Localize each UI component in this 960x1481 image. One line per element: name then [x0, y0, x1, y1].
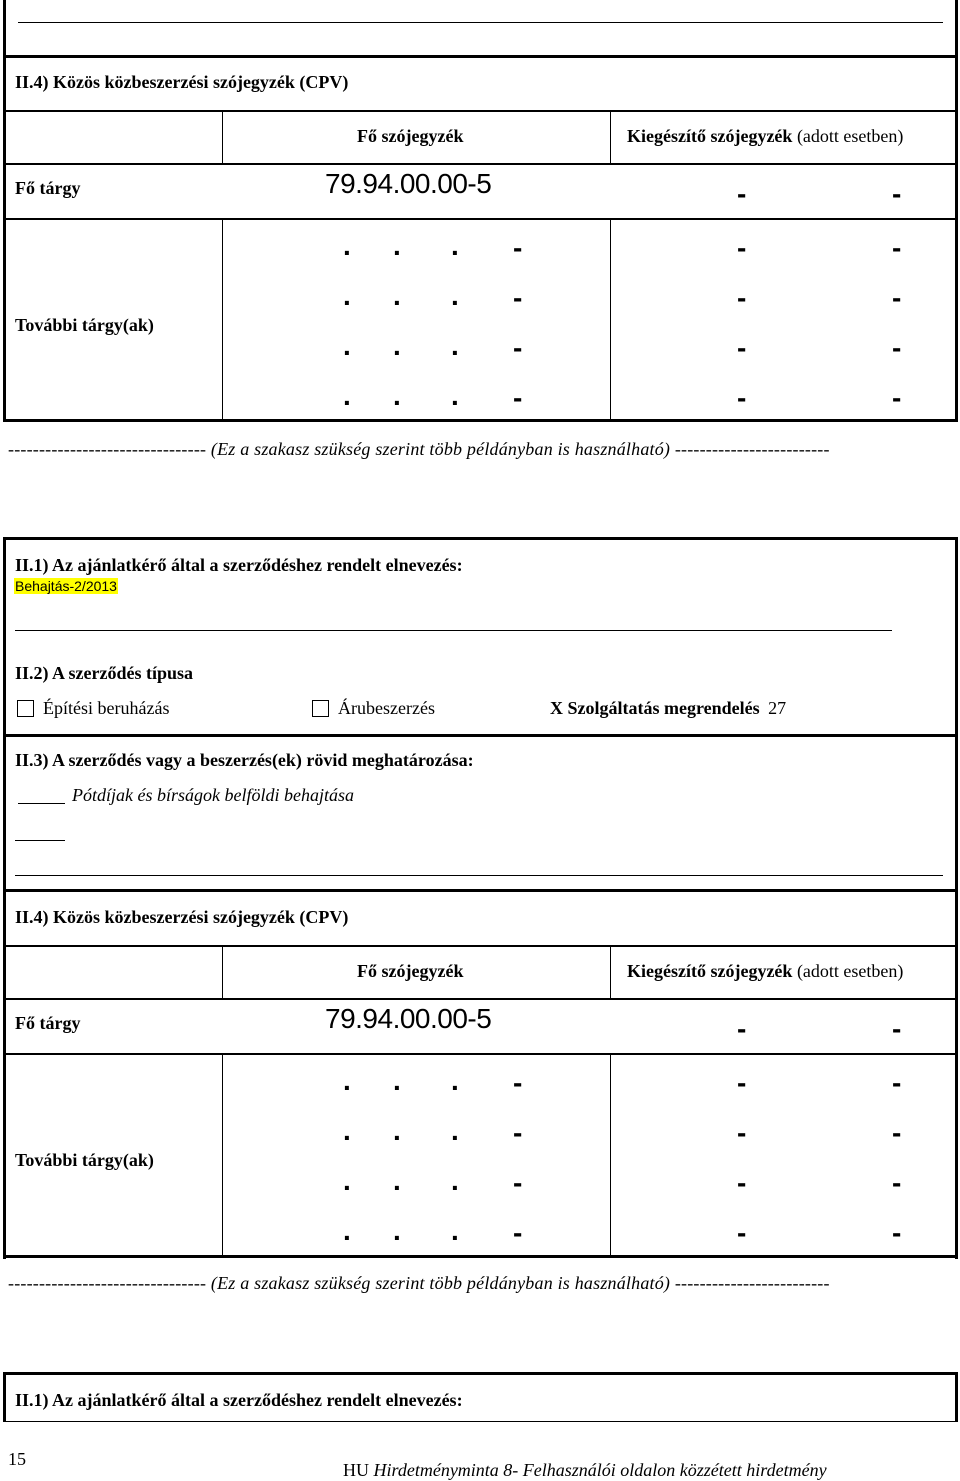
cpv-dot: . — [343, 330, 351, 361]
frame-right — [955, 1372, 958, 1422]
cpv-dash: - — [737, 1167, 747, 1198]
contract-name-value — [14, 578, 118, 596]
cpv-dash: - — [513, 382, 523, 413]
contract-name-heading: II.1) Az ajánlatkérő által a szerződéshez rendelt elnevezés: — [15, 555, 463, 575]
cpv-col-divider — [610, 946, 611, 998]
cpv-col-sup-rest: (adott esetben) — [796, 126, 904, 146]
cpv-dot: . — [343, 1115, 351, 1146]
separator-text: (Ez a szakasz szükség szerint több példányban is használható) — [210, 1273, 671, 1293]
cpv-dot: . — [393, 1065, 401, 1096]
cpv-dash: - — [892, 1067, 902, 1098]
contract-name-heading: II.1) Az ajánlatkérő által a szerződéshez rendelt elnevezés: — [15, 1390, 463, 1410]
type-services-label: X Szolgáltatás megrendelés — [550, 698, 760, 718]
cpv-dot: . — [393, 1115, 401, 1146]
cpv-heading: II.4) Közös közbeszerzési szójegyzék (CPV) — [15, 72, 349, 92]
cpv-dot: . — [393, 1165, 401, 1196]
cpv-col-sup — [627, 961, 903, 982]
cpv-dot: . — [343, 230, 351, 261]
cpv-rule — [5, 945, 955, 947]
cpv-dot: . — [393, 330, 401, 361]
cpv-dot: . — [393, 230, 401, 261]
cpv-dash: - — [513, 1117, 523, 1148]
cpv-dot: . — [343, 380, 351, 411]
cpv-main-code: 79.94.00.00-5 — [325, 1003, 492, 1034]
cpv-sup-dash: - — [892, 1013, 902, 1044]
cpv-dash: - — [513, 282, 523, 313]
underline — [15, 840, 65, 841]
cpv-col-sup-bold: Kiegészítő szójegyzék — [627, 126, 793, 146]
cpv-dash: - — [737, 1067, 747, 1098]
type-works-label: Építési beruházás — [43, 698, 170, 718]
cpv-dash: - — [737, 282, 747, 313]
cpv-dot: . — [451, 1115, 459, 1146]
page-footer-rule — [3, 1421, 958, 1422]
cpv-dash: - — [513, 232, 523, 263]
cpv-col-sup-bold: Kiegészítő szójegyzék — [627, 961, 793, 981]
cpv-sup-dash: - — [892, 178, 902, 209]
separator — [8, 439, 830, 460]
separator-right: ------------------------- — [674, 1273, 830, 1293]
footer-text — [343, 1460, 827, 1481]
cpv-dash: - — [892, 232, 902, 263]
checkbox-works[interactable] — [17, 700, 34, 717]
type-supplies-label: Árubeszerzés — [338, 698, 435, 718]
section-rule — [3, 889, 958, 892]
contract-type-heading: II.2) A szerződés típusa — [15, 663, 194, 683]
cpv-dot: . — [451, 1165, 459, 1196]
type-services — [550, 698, 786, 719]
separator-left: -------------------------------- — [8, 439, 207, 459]
cpv-dash: - — [737, 1117, 747, 1148]
cpv-col-divider — [610, 219, 611, 420]
underline — [18, 22, 943, 23]
cpv-dot: . — [343, 280, 351, 311]
page-number: 15 — [8, 1449, 26, 1469]
footer-title: Hirdetményminta 8- Felhasználói oldalon közzétett hirdetmény — [373, 1460, 827, 1480]
section-rule — [3, 734, 958, 737]
frame-rule — [3, 55, 958, 58]
cpv-sup-dash: - — [737, 178, 747, 209]
checkbox-supplies[interactable] — [312, 700, 329, 717]
cpv-dot: . — [343, 1215, 351, 1246]
contract-desc-text: Pótdíjak és bírságok belföldi behajtása — [72, 785, 354, 805]
cpv-dash: - — [892, 1217, 902, 1248]
cpv-dash: - — [892, 282, 902, 313]
cpv-dot: . — [393, 1215, 401, 1246]
cpv-dash: - — [892, 332, 902, 363]
cpv-rule — [5, 110, 955, 112]
cpv-rule — [5, 163, 955, 165]
cpv-dash: - — [892, 382, 902, 413]
contract-desc-value — [72, 785, 354, 806]
cpv-row-main-label: Fő tárgy — [15, 178, 81, 198]
cpv-sup-dash: - — [737, 1013, 747, 1044]
cpv-col-sup — [627, 126, 903, 147]
cpv-row-more-label: További tárgy(ak) — [15, 1150, 154, 1170]
frame-bottom — [3, 1255, 958, 1258]
cpv-dot: . — [451, 280, 459, 311]
cpv-col-main: Fő szójegyzék — [357, 961, 464, 981]
cpv-dash: - — [737, 382, 747, 413]
frame-left — [3, 0, 6, 421]
separator-text: (Ez a szakasz szükség szerint több példányban is használható) — [210, 439, 671, 459]
cpv-heading: II.4) Közös közbeszerzési szójegyzék (CPV) — [15, 907, 349, 927]
cpv-dot: . — [343, 1065, 351, 1096]
underline — [18, 803, 65, 804]
cpv-col-sup-rest: (adott esetben) — [796, 961, 904, 981]
cpv-rule — [5, 998, 955, 1000]
cpv-rule — [5, 1053, 955, 1055]
underline — [15, 630, 892, 631]
frame-top — [3, 1372, 958, 1375]
type-services-number: 27 — [768, 698, 787, 718]
cpv-dash: - — [513, 1217, 523, 1248]
cpv-main-code: 79.94.00.00-5 — [325, 168, 492, 199]
cpv-dash: - — [737, 232, 747, 263]
cpv-col-divider — [222, 946, 223, 998]
frame-bottom — [3, 419, 958, 422]
cpv-dash: - — [737, 332, 747, 363]
frame-left — [3, 537, 6, 1259]
frame-right — [955, 537, 958, 1259]
frame-right — [955, 0, 958, 421]
cpv-col-divider — [222, 1054, 223, 1256]
underline — [15, 875, 943, 876]
cpv-dot: . — [451, 330, 459, 361]
cpv-col-divider — [610, 1054, 611, 1256]
cpv-col-divider — [610, 111, 611, 163]
cpv-dot: . — [393, 380, 401, 411]
contract-desc-heading: II.3) A szerződés vagy a beszerzés(ek) rövid meghatározása: — [15, 750, 474, 770]
cpv-dash: - — [513, 1067, 523, 1098]
cpv-row-more-label: További tárgy(ak) — [15, 315, 154, 335]
cpv-col-divider — [222, 111, 223, 163]
footer-hu: HU — [343, 1460, 369, 1480]
frame-left — [3, 1372, 6, 1422]
separator-right: ------------------------- — [674, 439, 830, 459]
frame-top — [3, 537, 958, 540]
separator — [8, 1273, 830, 1294]
cpv-row-main-label: Fő tárgy — [15, 1013, 81, 1033]
cpv-dash: - — [892, 1117, 902, 1148]
cpv-rule — [5, 218, 955, 220]
cpv-dot: . — [393, 280, 401, 311]
cpv-dot: . — [451, 1215, 459, 1246]
cpv-col-main: Fő szójegyzék — [357, 126, 464, 146]
cpv-dash: - — [892, 1167, 902, 1198]
cpv-dot: . — [451, 380, 459, 411]
cpv-dash: - — [513, 1167, 523, 1198]
cpv-dot: . — [451, 230, 459, 261]
cpv-col-divider — [222, 219, 223, 420]
separator-left: -------------------------------- — [8, 1273, 207, 1293]
cpv-dash: - — [513, 332, 523, 363]
cpv-dot: . — [451, 1065, 459, 1096]
contract-name-value-text: Behajtás-2/2013 — [15, 578, 117, 594]
cpv-dash: - — [737, 1217, 747, 1248]
cpv-dot: . — [343, 1165, 351, 1196]
